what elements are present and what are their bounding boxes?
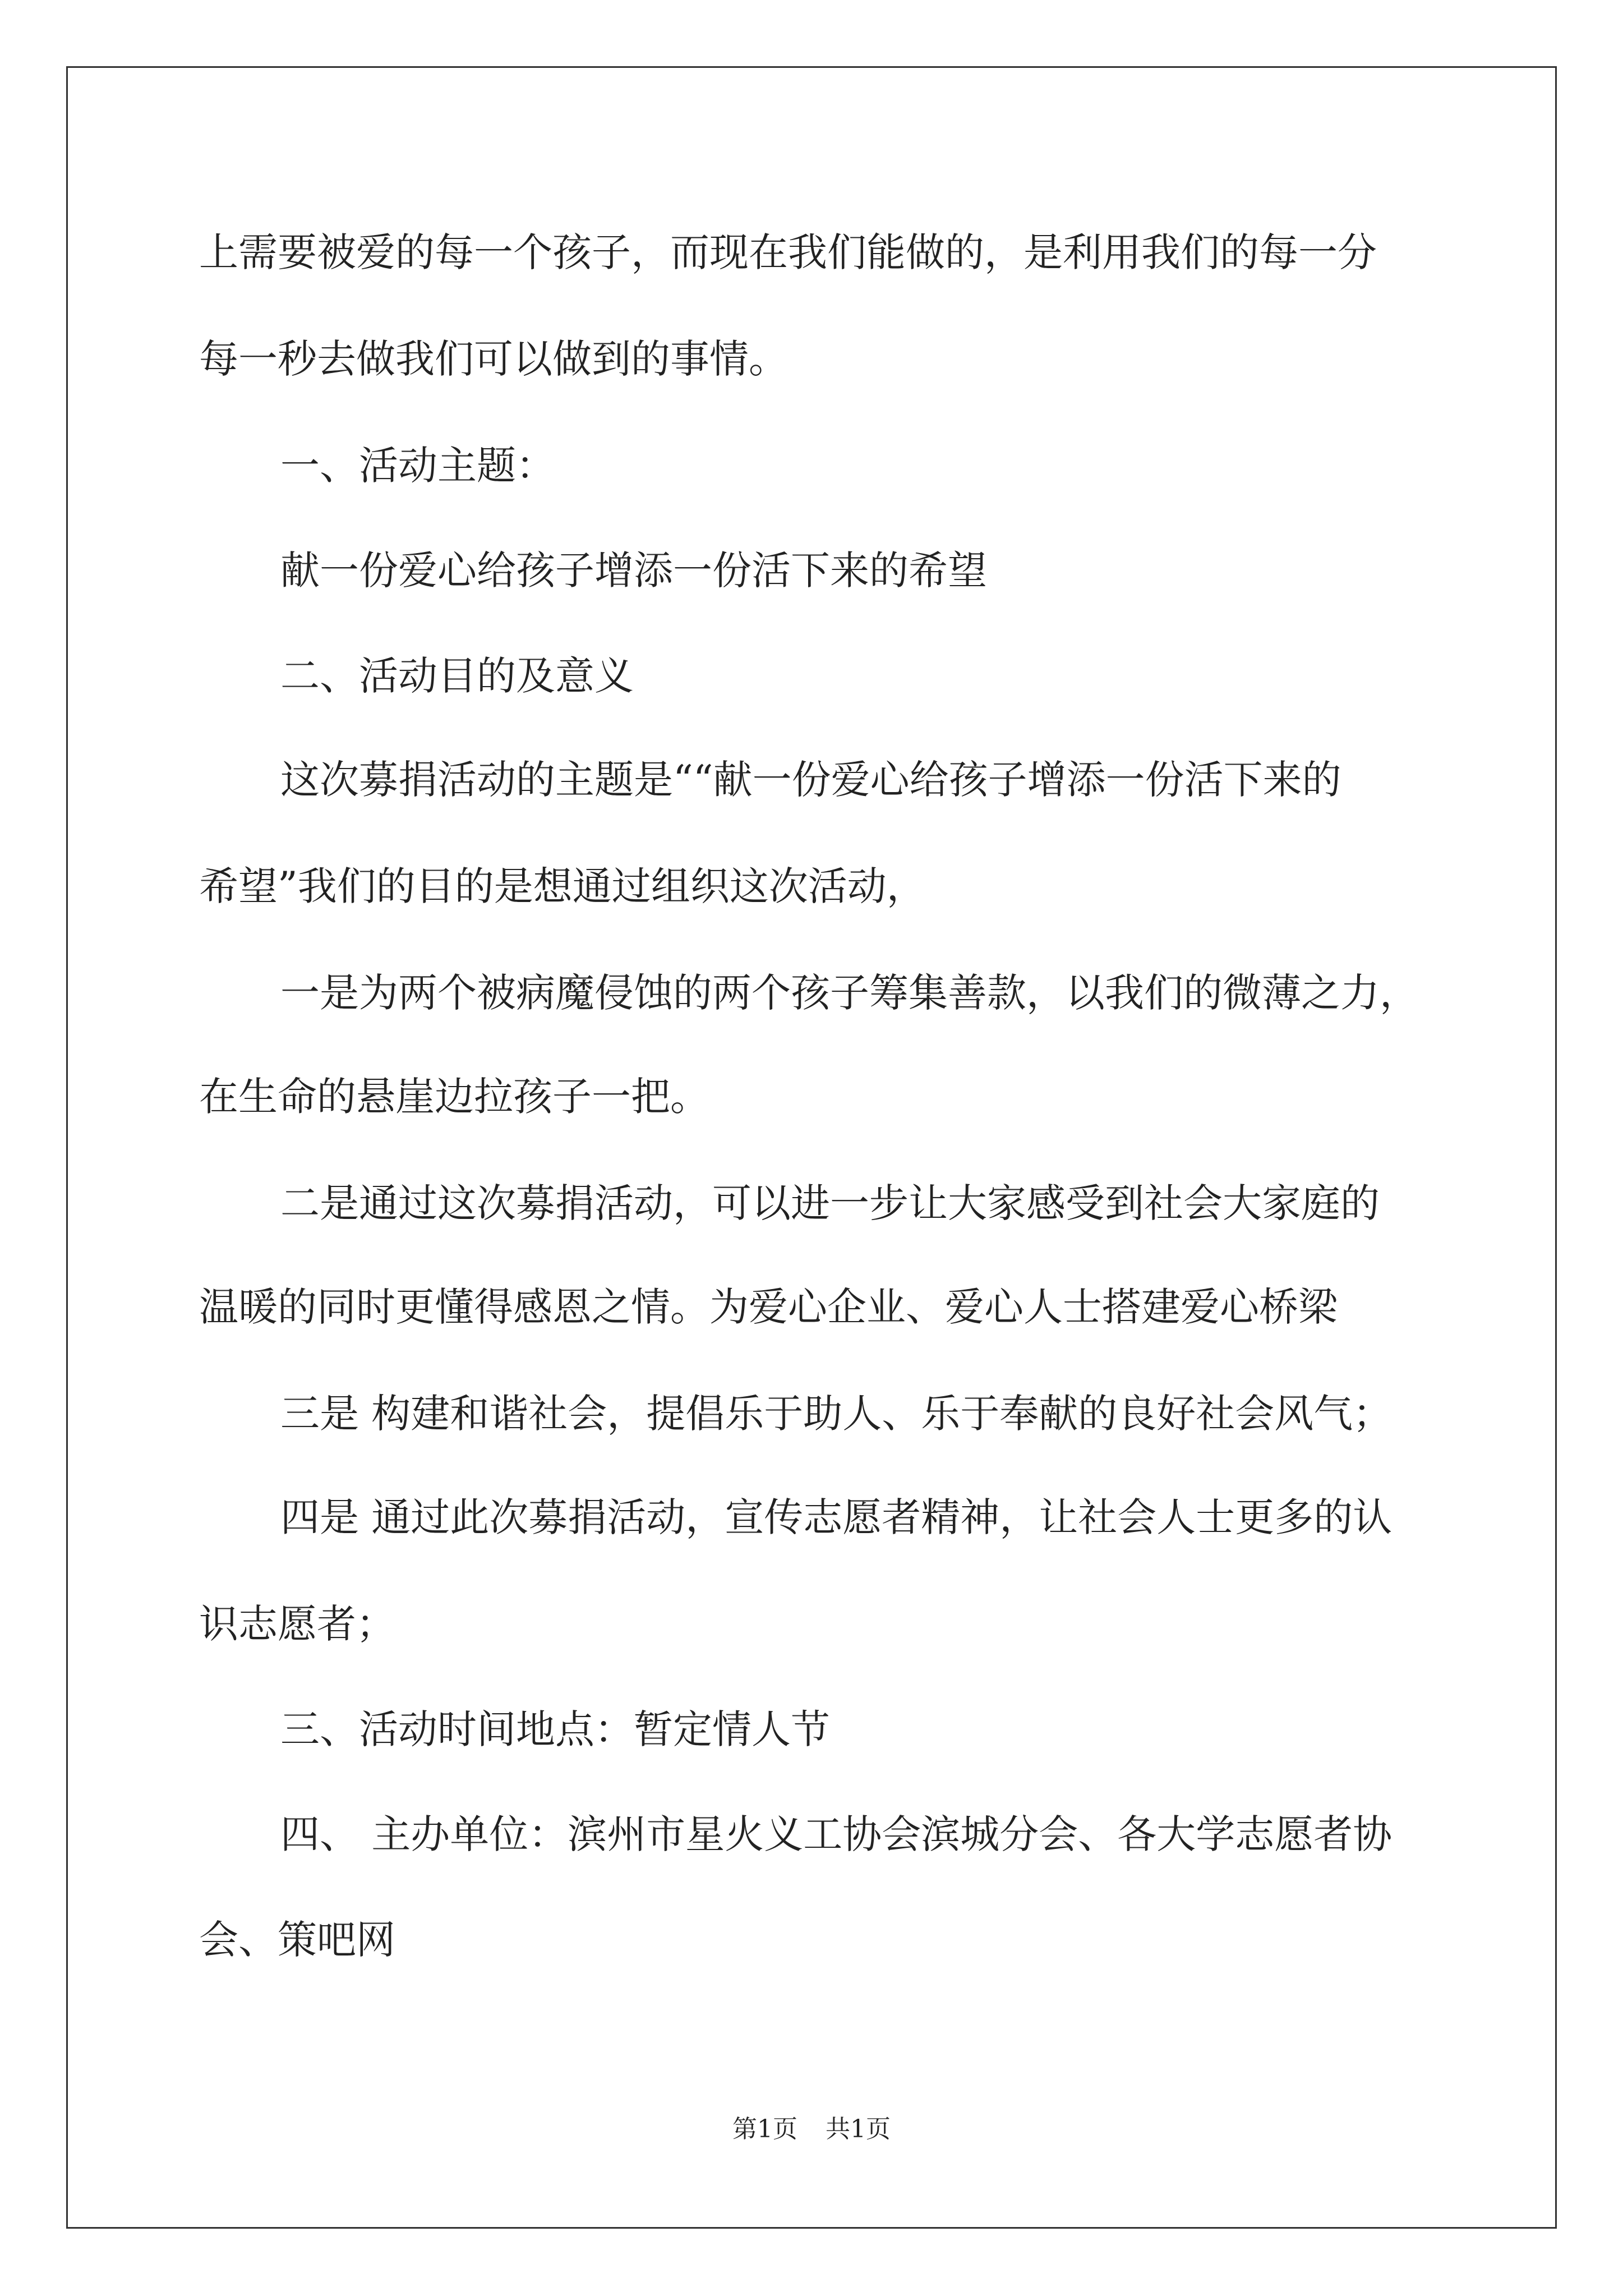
section-heading-time-place: 三、活动时间地点：暂定情人节	[280, 1706, 830, 1752]
body-line-11: 温暖的同时更懂得感恩之情。为爱心企业、爱心人士搭建爱心桥梁	[199, 1284, 1338, 1330]
body-line-2: 每一秒去做我们可以做到的事情。	[199, 336, 788, 382]
page-number: 第1页	[732, 2115, 797, 2143]
page-border	[66, 66, 1557, 2229]
page-footer	[0, 2114, 1623, 2145]
body-line-1: 上需要被爱的每一个孩子，而现在我们能做的，是利用我们的每一分	[199, 229, 1377, 275]
body-line-9: 在生命的悬崖边拉孩子一把。	[199, 1074, 709, 1120]
body-line-13: 四是 通过此次募捐活动，宣传志愿者精神，让社会人士更多的认	[280, 1494, 1393, 1540]
body-line-7: 希望”我们的目的是想通过组织这次活动，	[199, 863, 926, 909]
body-line-10: 二是通过这次募捐活动，可以进一步让大家感受到社会大家庭的	[280, 1180, 1380, 1226]
section-heading-theme: 一、活动主题：	[280, 443, 555, 489]
body-line-17: 会、策吧网	[199, 1917, 395, 1963]
body-line-8: 一是为两个被病魔侵蚀的两个孩子筹集善款，以我们的微薄之力，	[280, 970, 1419, 1016]
body-line-12: 三是 构建和谐社会，提倡乐于助人、乐于奉献的良好社会风气；	[280, 1391, 1393, 1437]
theme-text: 献一份爱心给孩子增添一份活下来的希望	[280, 547, 987, 593]
body-line-6: 这次募捐活动的主题是““献一份爱心给孩子增添一份活下来的	[280, 757, 1341, 803]
section-heading-organizer: 四、 主办单位：滨州市星火义工协会滨城分会、各大学志愿者协	[280, 1811, 1393, 1857]
section-heading-purpose: 二、活动目的及意义	[280, 653, 634, 699]
body-line-14: 识志愿者；	[199, 1601, 395, 1647]
page-total: 共1页	[826, 2115, 891, 2143]
